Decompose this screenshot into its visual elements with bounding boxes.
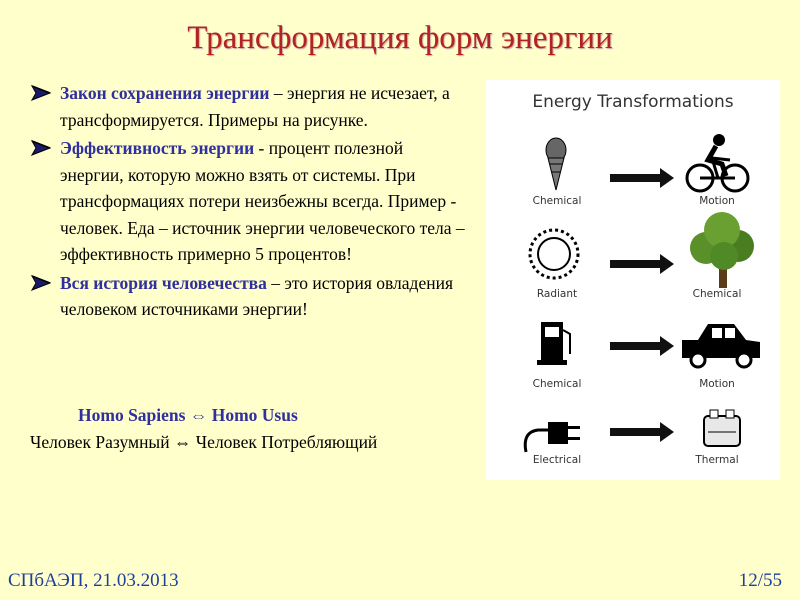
cyclist-icon (687, 134, 748, 191)
energy-transformations-figure (486, 80, 780, 480)
bullet-text: - процент полезной энергии, которую можно взять от системы. При трансформациях потери неизбежны всегда. Пример - человек. Еда – источник энергии человеческого тела – эффективность примерно 5 процентов! (60, 138, 465, 264)
homo-russian-line: Человек Разумный ⇔ Человек Потребляющий (30, 432, 378, 452)
figure-drawing (486, 80, 780, 480)
footer-org-date: СПбАЭП, 21.03.2013 (8, 570, 179, 591)
fuel-pump-icon (537, 322, 570, 365)
slide-number: 12/55 (738, 570, 782, 591)
bullet-item (30, 135, 470, 268)
caption-to: Thermal (695, 454, 739, 466)
sun-icon (530, 230, 578, 278)
homo-latin-line: Homo Sapiens ⇔ Homo Usus (78, 405, 298, 425)
bullet-item (30, 80, 470, 133)
arrow-icon (610, 336, 674, 356)
bullet-highlight: Закон сохранения энергии (60, 83, 270, 103)
bullet-highlight: Эффективность энергии (60, 138, 255, 158)
bullet-text: – это история овладения человеком источниками энергии! (60, 272, 454, 319)
car-icon (682, 324, 760, 367)
caption-to: Motion (699, 195, 735, 207)
caption-from: Electrical (532, 454, 582, 466)
slide-title: Трансформация форм энергии (187, 20, 613, 56)
caption-to: Chemical (692, 288, 742, 300)
bullet-list (30, 80, 470, 323)
tree-icon (690, 212, 754, 288)
toaster-icon (704, 410, 740, 446)
figure-title: Energy Transformations (532, 92, 734, 112)
bullet-text: – энергия не исчезает, а трансформируется. Примеры на рисунке. (60, 83, 450, 130)
caption-from: Radiant (536, 288, 578, 300)
plug-icon (525, 422, 580, 452)
bullet-highlight: Вся история человечества (60, 272, 267, 293)
arrow-icon (610, 422, 674, 442)
caption-from: Chemical (532, 378, 582, 390)
arrow-bullet-icon (30, 82, 54, 104)
bullet-item (30, 270, 470, 323)
homo-comparison (30, 402, 476, 456)
arrow-bullet-icon (30, 272, 54, 294)
caption-from: Chemical (532, 195, 582, 207)
caption-to: Motion (699, 378, 735, 390)
ice-cream-icon (546, 138, 566, 190)
arrow-icon (610, 254, 674, 274)
arrow-icon (610, 168, 674, 188)
arrow-bullet-icon (30, 137, 54, 159)
